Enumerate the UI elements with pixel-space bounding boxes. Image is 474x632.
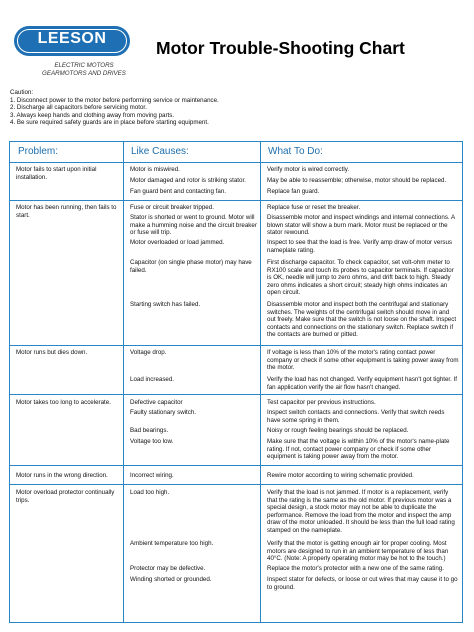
cause-1-1: Motor is miswired. xyxy=(130,166,180,173)
caution-heading: Caution: xyxy=(10,89,34,96)
troubleshooting-table xyxy=(9,141,463,623)
action-3-1: If voltage is less than 10% of the motor's rating contact power company or check if some other equipment is taking power away from the motor. xyxy=(267,349,459,372)
tagline-line-1: ELECTRIC MOTORS xyxy=(54,62,114,69)
cause-3-2: Load increased. xyxy=(130,376,175,383)
caution-block xyxy=(10,89,219,127)
action-1-1: Verify motor is wired correctly. xyxy=(267,166,350,173)
caution-item-3: 3. Always keep hands and clothing away from moving parts. xyxy=(10,111,175,119)
cause-4-1: Defective capacitor xyxy=(130,399,183,406)
row-divider-3 xyxy=(10,394,462,395)
caution-item-1: 1. Disconnect power to the motor before performing service or maintenance. xyxy=(10,96,219,104)
column-divider-1 xyxy=(123,142,124,622)
action-2-1: Replace fuse or reset the breaker. xyxy=(267,204,361,211)
cause-4-2: Faulty stationary switch. xyxy=(130,409,197,416)
action-4-3: Noisy or rough feeling bearings should be replaced. xyxy=(267,427,409,434)
header-problem: Problem: xyxy=(18,146,59,157)
problem-5: Motor runs in the wrong direction. xyxy=(16,472,108,479)
problem-1: Motor fails to start upon initial installation. xyxy=(16,166,97,181)
action-6-2: Verify that the motor is getting enough air for proper cooling. Most motors are designed to run in an ambient temperature of less than 40°C. (Note: A properly operating motor may be hot to the touch.) xyxy=(267,540,449,563)
cause-2-5: Starting switch has failed. xyxy=(130,301,201,308)
action-5-1: Rewire motor according to wiring schematic provided. xyxy=(267,472,414,479)
row-divider-5 xyxy=(10,484,462,485)
cause-2-2: Stator is shorted or went to ground. Motor will make a humming noise and the circuit breaker or fuse will trip. xyxy=(130,214,257,237)
problem-4: Motor takes too long to accelerate. xyxy=(16,399,111,406)
cause-3-1: Voltage drop. xyxy=(130,349,167,356)
cause-6-3: Protector may be defective. xyxy=(130,565,206,572)
problem-2: Motor has been running, then fails to start. xyxy=(16,204,117,219)
action-2-3: Inspect to see that the load is free. Verify amp draw of motor versus nameplate rating. xyxy=(267,239,453,254)
cause-6-4: Winding shorted or grounded. xyxy=(130,576,212,583)
action-6-1: Verify that the load is not jammed. If motor is a replacement, verify that the rating is the same as the old motor. If previous motor was a special design, a stock motor may not be able to duplicate the performance. Remove the load from the motor and inspect the amp draw of the motor unloaded. It should be less than the full load rating stamped on the nameplate. xyxy=(267,489,455,534)
caution-item-2: 2. Discharge all capacitors before servicing motor. xyxy=(10,104,147,112)
row-divider-1 xyxy=(10,200,462,201)
action-4-1: Test capacitor per previous instructions. xyxy=(267,399,376,406)
table-header xyxy=(10,142,462,163)
logo-text: LEESON xyxy=(37,30,107,47)
brand-tagline xyxy=(24,62,144,77)
caution-item-4: 4. Be sure required safety guards are in place before starting equipment. xyxy=(10,119,209,127)
problem-3: Motor runs but dies down. xyxy=(16,349,88,356)
page-title: Motor Trouble-Shooting Chart xyxy=(156,38,405,58)
action-6-3: Replace the motor's protector with a new one of the same rating. xyxy=(267,565,444,572)
row-divider-2 xyxy=(10,345,462,346)
cause-2-1: Fuse or circuit breaker tripped. xyxy=(130,204,214,211)
cause-2-4: Capacitor (on single phase motor) may have failed. xyxy=(130,259,252,274)
cause-5-1: Incorrect wiring. xyxy=(130,472,174,479)
leeson-logo xyxy=(14,26,130,56)
cause-6-2: Ambient temperature too high. xyxy=(130,540,214,547)
cause-6-1: Load too high. xyxy=(130,489,170,496)
cause-1-3: Fan guard bent and contacting fan. xyxy=(130,188,226,195)
cause-4-4: Voltage too low. xyxy=(130,438,174,445)
action-2-5: Disassemble motor and inspect both the centrifugal and stationary switches. The weights of the centrifugal switch should move in and out freely. Make sure that the switch is not loose on the shaft. Inspect contacts and connections on the stationary switch. Replace switch if the contacts are burned or pitted. xyxy=(267,301,457,339)
cause-1-2: Motor damaged and rotor is striking stator. xyxy=(130,177,246,184)
tagline-line-2: GEARMOTORS AND DRIVES xyxy=(42,69,126,77)
action-4-2: Inspect switch contacts and connections. Verify that switch reeds have some spring in them. xyxy=(267,409,445,424)
action-2-2: Disassemble motor and inspect windings and internal connections. A blown stator will show a burn mark. Motor must be replaced or the stator rewound. xyxy=(267,214,455,237)
action-6-4: Inspect stator for defects, or loose or cut wires that may cause it to go to ground. xyxy=(267,576,458,591)
action-3-2: Verify the load has not changed. Verify equipment hasn't got tighter. If fan application verify the air flow hasn't changed. xyxy=(267,376,458,391)
problem-6: Motor overload protector continually trips. xyxy=(16,489,115,504)
action-4-4: Make sure that the voltage is within 10% of the motor's name-plate rating. If not, contact power company or check if some other equipment is taking power away from the motor. xyxy=(267,438,450,461)
action-1-3: Replace fan guard. xyxy=(267,188,320,195)
action-2-4: First discharge capacitor. To check capacitor, set volt-ohm meter to RX100 scale and touch its probes to capacitor terminals. If capacitor is OK, needle will jump to zero ohms, and drift back to high. Steady zero ohms indicates a short circuit; steady high ohms indicates an open circuit. xyxy=(267,259,454,297)
column-divider-2 xyxy=(260,142,261,622)
header-causes: Like Causes: xyxy=(131,146,189,157)
row-divider-4 xyxy=(10,465,462,466)
header-action: What To Do: xyxy=(268,146,323,157)
cause-4-3: Bad bearings. xyxy=(130,427,169,434)
action-1-2: May be able to reassemble; otherwise, motor should be replaced. xyxy=(267,177,447,184)
cause-2-3: Motor overloaded or load jammed. xyxy=(130,239,225,246)
